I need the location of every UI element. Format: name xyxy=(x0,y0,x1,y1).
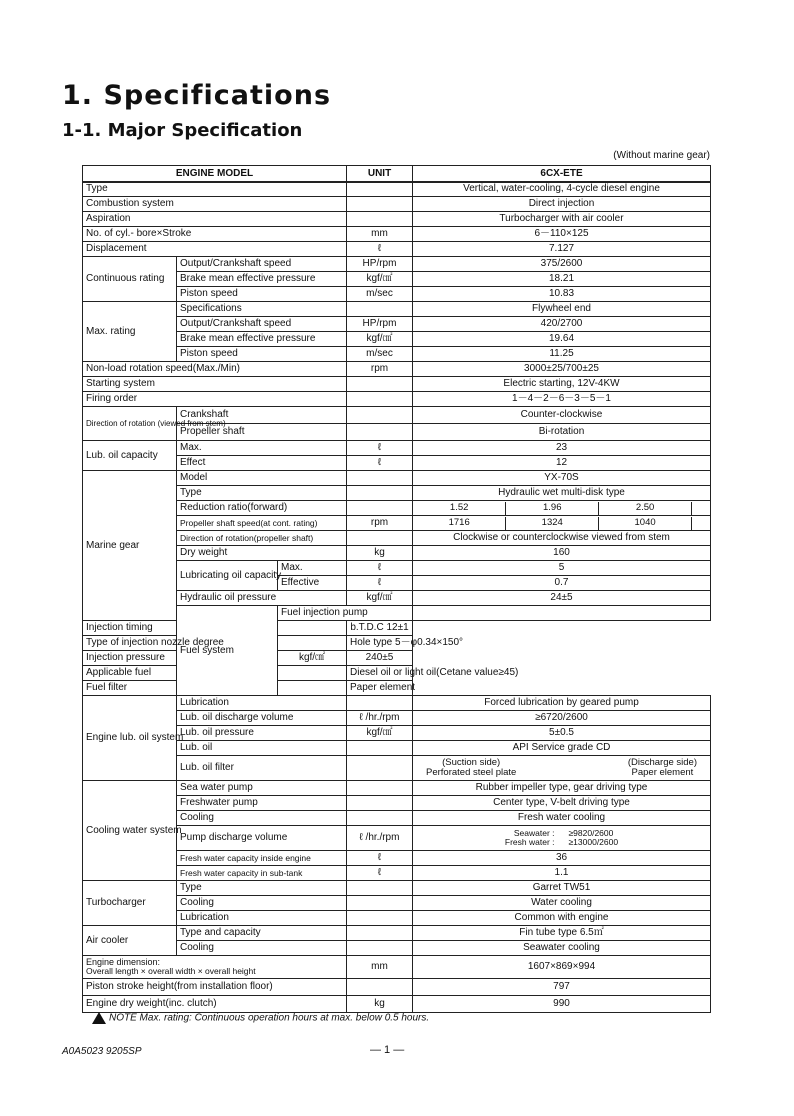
table-row xyxy=(83,896,711,911)
row-value: Flywheel end xyxy=(413,302,711,317)
row-unit: ℓ /hr./rpm xyxy=(347,826,413,851)
group-label: Fuel system xyxy=(177,606,278,696)
row-unit: kgf/㎠ xyxy=(347,332,413,347)
row-label: Engine dry weight(inc. clutch) xyxy=(83,996,347,1013)
row-label: Piston speed xyxy=(177,287,347,302)
row-value: 1.1 xyxy=(413,866,711,881)
row-unit xyxy=(278,666,347,681)
row-label: Applicable fuel xyxy=(83,666,278,681)
table-row xyxy=(83,347,711,362)
table-row xyxy=(83,456,711,471)
table-row xyxy=(83,182,711,197)
row-label: Crankshaft xyxy=(177,407,347,424)
row-unit: ℓ xyxy=(347,456,413,471)
warning-icon xyxy=(92,1012,106,1024)
row-label: Type and capacity xyxy=(177,926,347,941)
row-value: b.T.D.C 12±1 xyxy=(347,621,413,636)
row-unit: kgf/㎠ xyxy=(278,651,347,666)
row-label: Fuel filter xyxy=(83,681,278,696)
table-row xyxy=(83,516,711,531)
row-unit xyxy=(278,621,347,636)
fresh-label: Fresh water : xyxy=(504,837,555,847)
row-unit xyxy=(347,197,413,212)
table-row xyxy=(83,377,711,392)
row-label: Aspiration xyxy=(83,212,347,227)
table-row xyxy=(83,796,711,811)
row-unit: ℓ xyxy=(347,576,413,591)
row-unit: m/sec xyxy=(347,347,413,362)
table-row xyxy=(83,287,711,302)
propspeed-value: 1324 xyxy=(506,517,599,530)
section-title: 1-1. Major Specification xyxy=(62,120,303,141)
table-row xyxy=(83,636,711,651)
row-value: Water cooling xyxy=(413,896,711,911)
row-label: Firing order xyxy=(83,392,347,407)
row-label: Type xyxy=(177,486,347,501)
row-sublabel: Max. xyxy=(278,561,347,576)
row-value: 1607×869×994 xyxy=(413,956,711,979)
table-row xyxy=(83,302,711,317)
row-unit: ℓ xyxy=(347,242,413,257)
row-unit: m/sec xyxy=(347,287,413,302)
table-row xyxy=(83,979,711,996)
row-label: Cooling xyxy=(177,896,347,911)
row-unit xyxy=(347,911,413,926)
table-row xyxy=(83,471,711,486)
row-label: Max. xyxy=(177,441,347,456)
ratio-value: 1.96 xyxy=(506,502,599,515)
filter-left-bottom: Perforated steel plate xyxy=(426,767,517,778)
row-value: 10.83 xyxy=(413,287,711,302)
row-value: 11.25 xyxy=(413,347,711,362)
row-unit: ℓ xyxy=(347,851,413,866)
table-row xyxy=(83,696,711,711)
row-value: Hydraulic wet multi-disk type xyxy=(413,486,711,501)
row-value xyxy=(413,756,711,781)
document-id: A0A5023 9205SP xyxy=(62,1046,142,1057)
row-label: No. of cyl.- bore×Stroke xyxy=(83,227,347,242)
header-value: 6CX-ETE xyxy=(413,166,711,183)
row-value: 375/2600 xyxy=(413,257,711,272)
table-row xyxy=(83,362,711,377)
table-row xyxy=(83,956,711,979)
row-value: 0.7 xyxy=(413,576,711,591)
row-label: Brake mean effective pressure xyxy=(177,332,347,347)
ratio-value: 2.50 xyxy=(599,502,692,515)
row-value: Clockwise or counterclockwise viewed from stem xyxy=(413,531,711,546)
row-unit: mm xyxy=(347,227,413,242)
propspeed-cells xyxy=(413,516,711,531)
table-row xyxy=(83,756,711,781)
row-label: Fresh water capacity in sub-tank xyxy=(177,866,347,881)
group-label: Cooling water system xyxy=(83,781,177,881)
row-value: Bi-rotation xyxy=(413,424,711,441)
group-label: Marine gear xyxy=(83,471,177,621)
table-row xyxy=(83,441,711,456)
row-value: 7.127 xyxy=(413,242,711,257)
ratio-cells xyxy=(413,501,711,516)
propspeed-value: 1040 xyxy=(599,517,692,530)
row-label: Pump discharge volume xyxy=(177,826,347,851)
table-row xyxy=(83,531,711,546)
header-unit: UNIT xyxy=(347,166,413,183)
row-unit: kgf/㎠ xyxy=(347,591,413,606)
row-label: Piston speed xyxy=(177,347,347,362)
table-row xyxy=(83,996,711,1013)
table-row xyxy=(83,881,711,896)
row-value: Seawater cooling xyxy=(413,941,711,956)
group-label: Direction of rotation (viewed from stem) xyxy=(83,407,177,441)
row-label xyxy=(83,956,347,979)
propspeed-blank xyxy=(692,517,711,530)
row-unit: ℓ xyxy=(347,441,413,456)
row-value: 24±5 xyxy=(413,591,711,606)
row-value: Direct injection xyxy=(413,197,711,212)
row-unit xyxy=(347,407,413,424)
row-label: Lubrication xyxy=(177,911,347,926)
row-value: 36 xyxy=(413,851,711,866)
row-label: Propeller shaft xyxy=(177,424,347,441)
row-value: 240±5 xyxy=(347,651,413,666)
ratio-value: 1.52 xyxy=(449,502,469,513)
row-value: 3000±25/700±25 xyxy=(413,362,711,377)
row-label: Lubricating oil capacity xyxy=(177,561,278,591)
row-value: Rubber impeller type, gear driving type xyxy=(413,781,711,796)
sea-value: ≥9820/2600 xyxy=(568,828,614,838)
table-row xyxy=(83,501,711,516)
row-value: 160 xyxy=(413,546,711,561)
row-value: ≥6720/2600 xyxy=(413,711,711,726)
row-unit xyxy=(347,182,413,197)
row-value: 19.64 xyxy=(413,332,711,347)
group-label: Lub. oil capacity xyxy=(83,441,177,471)
row-label: Output/Crankshaft speed xyxy=(177,317,347,332)
row-unit: kgf/㎠ xyxy=(347,726,413,741)
page-number: — 1 — xyxy=(370,1044,405,1056)
table-row xyxy=(83,651,711,666)
row-unit: ℓ xyxy=(347,561,413,576)
row-unit: kg xyxy=(347,546,413,561)
row-value: 12 xyxy=(413,456,711,471)
group-label: Turbocharger xyxy=(83,881,177,926)
footnote xyxy=(92,1012,429,1024)
row-unit xyxy=(413,606,711,621)
row-label: Model xyxy=(177,471,347,486)
row-label: Fresh water capacity inside engine xyxy=(177,851,347,866)
table-row xyxy=(83,711,711,726)
row-label: Specifications xyxy=(177,302,347,317)
row-unit xyxy=(347,781,413,796)
row-label: Piston stroke height(from installation floor) xyxy=(83,979,347,996)
row-unit: rpm xyxy=(347,362,413,377)
row-unit xyxy=(347,302,413,317)
table-row xyxy=(83,272,711,287)
row-value: 797 xyxy=(413,979,711,996)
row-value: 23 xyxy=(413,441,711,456)
filter-right-top: (Discharge side) xyxy=(627,757,697,768)
footnote-text: NOTE Max. rating: Continuous operation hours at max. below 0.5 hours. xyxy=(109,1012,430,1024)
row-value: Fin tube type 6.5㎡ xyxy=(413,926,711,941)
row-value: 1－4－2－6－3－5－1 xyxy=(413,392,711,407)
row-unit xyxy=(347,471,413,486)
table-row xyxy=(83,666,711,681)
row-unit: kgf/㎠ xyxy=(347,272,413,287)
row-value: Turbocharger with air cooler xyxy=(413,212,711,227)
propspeed-value: 1716 xyxy=(448,517,470,528)
row-label: Propeller shaft speed(at cont. rating) xyxy=(177,516,347,531)
row-value: 18.21 xyxy=(413,272,711,287)
row-label: Lub. oil pressure xyxy=(177,726,347,741)
row-value: Diesel oil or light oil(Cetane value≥45) xyxy=(347,666,413,681)
spec-table-body xyxy=(82,181,711,1013)
dimension-label-bottom: Overall length × overall width × overall height xyxy=(86,966,256,976)
row-value: Hole type 5－φ0.34×150° xyxy=(347,636,413,651)
row-unit xyxy=(347,212,413,227)
dimension-label-top: Engine dimension: xyxy=(86,957,161,967)
group-label: Continuous rating xyxy=(83,257,177,302)
row-unit: rpm xyxy=(347,516,413,531)
row-label: Injection pressure xyxy=(83,651,278,666)
row-label: Brake mean effective pressure xyxy=(177,272,347,287)
row-value: Paper element xyxy=(347,681,413,696)
table-row xyxy=(83,811,711,826)
fresh-value: ≥13000/2600 xyxy=(568,837,619,847)
row-unit xyxy=(347,941,413,956)
row-unit xyxy=(347,811,413,826)
table-note: (Without marine gear) xyxy=(613,150,710,161)
row-label: Fuel injection pump xyxy=(278,606,413,621)
row-unit: ℓ xyxy=(347,866,413,881)
table-row xyxy=(83,591,711,606)
row-value: Fresh water cooling xyxy=(413,811,711,826)
table-row xyxy=(83,621,711,636)
row-value: Counter-clockwise xyxy=(413,407,711,424)
row-unit xyxy=(347,926,413,941)
row-unit: kg xyxy=(347,996,413,1013)
row-unit xyxy=(347,881,413,896)
row-label: Injection timing xyxy=(83,621,278,636)
row-label: Cooling xyxy=(177,811,347,826)
table-header xyxy=(83,166,711,183)
table-row xyxy=(83,212,711,227)
row-label: Type xyxy=(177,881,347,896)
row-label: Hydraulic oil pressure xyxy=(177,591,347,606)
row-value: 420/2700 xyxy=(413,317,711,332)
row-unit xyxy=(347,486,413,501)
row-unit xyxy=(347,377,413,392)
row-label: Lub. oil discharge volume xyxy=(177,711,347,726)
row-label: Freshwater pump xyxy=(177,796,347,811)
row-label: Type xyxy=(83,182,347,197)
row-label: Dry weight xyxy=(177,546,347,561)
row-label: Effect xyxy=(177,456,347,471)
row-value: Forced lubrication by geared pump xyxy=(413,696,711,711)
table-row xyxy=(83,781,711,796)
row-unit xyxy=(347,696,413,711)
table-row xyxy=(83,911,711,926)
row-label: Lub. oil xyxy=(177,741,347,756)
row-unit: HP/rpm xyxy=(347,257,413,272)
table-row xyxy=(83,486,711,501)
row-value: Vertical, water-cooling, 4-cycle diesel engine xyxy=(413,182,711,197)
row-value: 990 xyxy=(413,996,711,1013)
row-label: Type of injection nozzle degree xyxy=(83,636,278,651)
table-row xyxy=(83,197,711,212)
table-row xyxy=(83,866,711,881)
group-label: Air cooler xyxy=(83,926,177,956)
table-row xyxy=(83,606,711,621)
table-row xyxy=(83,227,711,242)
row-value: 5 xyxy=(413,561,711,576)
ratio-blank xyxy=(692,502,711,515)
row-sublabel: Effective xyxy=(278,576,347,591)
table-row xyxy=(83,332,711,347)
row-unit xyxy=(347,424,413,441)
group-label: Max. rating xyxy=(83,302,177,362)
row-value: Center type, V-belt driving type xyxy=(413,796,711,811)
table-row xyxy=(83,546,711,561)
row-label: Direction of rotation(propeller shaft) xyxy=(177,531,347,546)
table-row xyxy=(83,561,711,576)
table-row xyxy=(83,242,711,257)
row-value: Electric starting, 12V-4KW xyxy=(413,377,711,392)
table-row xyxy=(83,392,711,407)
row-unit: HP/rpm xyxy=(347,317,413,332)
row-value: YX-70S xyxy=(413,471,711,486)
row-unit xyxy=(347,392,413,407)
row-label: Lub. oil filter xyxy=(177,756,347,781)
row-unit xyxy=(347,979,413,996)
row-unit xyxy=(347,796,413,811)
group-label: Engine lub. oil system xyxy=(83,696,177,781)
row-label: Combustion system xyxy=(83,197,347,212)
row-label: Lubrication xyxy=(177,696,347,711)
table-row xyxy=(83,941,711,956)
table-row xyxy=(83,257,711,272)
table-row xyxy=(83,851,711,866)
row-label: Starting system xyxy=(83,377,347,392)
row-unit xyxy=(278,681,347,696)
row-value: Garret TW51 xyxy=(413,881,711,896)
row-unit xyxy=(347,896,413,911)
sea-label: Seawater : xyxy=(513,828,555,838)
row-unit: ℓ /hr./rpm xyxy=(347,711,413,726)
row-unit xyxy=(278,636,347,651)
table-row xyxy=(83,681,711,696)
row-unit xyxy=(347,531,413,546)
page-title: 1. Specifications xyxy=(62,80,332,111)
row-label: Displacement xyxy=(83,242,347,257)
table-row xyxy=(83,926,711,941)
table-row xyxy=(83,317,711,332)
row-value: 6－110×125 xyxy=(413,227,711,242)
row-value: Common with engine xyxy=(413,911,711,926)
row-unit xyxy=(347,756,413,781)
row-unit xyxy=(347,741,413,756)
row-value xyxy=(413,826,711,851)
table-row xyxy=(83,407,711,424)
row-label: Output/Crankshaft speed xyxy=(177,257,347,272)
filter-right-bottom: Paper element xyxy=(631,767,694,778)
row-value: 5±0.5 xyxy=(413,726,711,741)
row-unit xyxy=(347,501,413,516)
row-label: Reduction ratio(forward) xyxy=(177,501,347,516)
row-label: Sea water pump xyxy=(177,781,347,796)
row-label: Non-load rotation speed(Max./Min) xyxy=(83,362,347,377)
header-model: ENGINE MODEL xyxy=(83,166,347,183)
row-unit: mm xyxy=(347,956,413,979)
row-label: Cooling xyxy=(177,941,347,956)
row-value: API Service grade CD xyxy=(413,741,711,756)
filter-left-top: (Suction side) xyxy=(442,757,501,768)
